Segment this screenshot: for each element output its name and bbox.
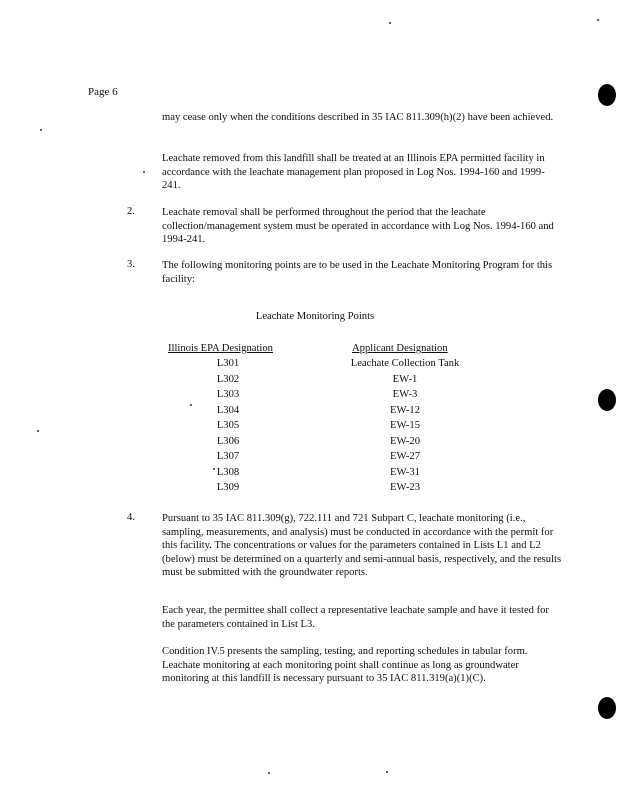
- table-row: [0, 374, 618, 389]
- applicant-designation: EW-12: [389, 404, 420, 416]
- paragraph-item-4: Pursuant to 35 IAC 811.309(g), 722.111 and 721 Subpart C, leachate monitoring (i.e., sampling, measurements, and analysis) must be conducted in accordance with the permit for this facility. The concentrations or values for the parameters contained in Lists L1 and L2 (below) must be determined on a quarterly and semi-annual basis, respectively, and the results must be submitted with the groundwater reports.: [162, 513, 562, 579]
- scan-speck: [37, 430, 39, 432]
- scan-speck: [40, 129, 42, 131]
- table-title: Leachate Monitoring Points: [255, 311, 375, 322]
- paragraph-continuation: may cease only when the conditions described in 35 IAC 811.309(h)(2) have been achieved.: [162, 112, 554, 123]
- paragraph-annual-sample: Each year, the permittee shall collect a representative leachate sample and have it tested for the parameters contained in List L3.: [162, 605, 549, 630]
- table-row: [0, 389, 618, 404]
- table-row: [0, 436, 618, 451]
- epa-designation: L306: [216, 435, 240, 447]
- table-row: [0, 420, 618, 435]
- applicant-designation: EW-20: [389, 435, 420, 447]
- scan-speck: [213, 468, 215, 470]
- table-row: [0, 405, 618, 420]
- paragraph-leachate-treatment: Leachate removed from this landfill shall be treated at an Illinois EPA permitted facility in accordance with the leachate management plan proposed in Log Nos. 1994-160 and 1999-241.: [162, 153, 545, 192]
- epa-designation: L307: [216, 451, 240, 462]
- paragraph-item-2: Leachate removal shall be performed throughout the period that the leachate collection/management system must be operated in accordance with Log Nos. 1994-160 and 1994-241.: [162, 207, 554, 246]
- table-row: [0, 467, 618, 482]
- epa-designation: L304: [216, 404, 240, 416]
- applicant-designation: Leachate Collection Tank: [350, 358, 460, 369]
- epa-designation: L303: [216, 389, 240, 400]
- epa-designation: L309: [216, 482, 240, 493]
- punch-hole-bottom: [598, 697, 616, 719]
- table-row: [0, 482, 618, 497]
- scan-speck: [386, 771, 388, 773]
- scan-speck: [597, 19, 599, 21]
- punch-hole-top: [598, 84, 616, 106]
- scan-speck: [190, 404, 192, 406]
- epa-designation: L302: [216, 373, 240, 385]
- column-header-epa: Illinois EPA Designation: [168, 343, 273, 354]
- item-number-4: 4.: [127, 512, 135, 523]
- item-number-2: 2.: [127, 206, 135, 217]
- scan-speck: [268, 772, 270, 774]
- epa-designation: L305: [216, 420, 240, 431]
- applicant-designation: EW-15: [389, 420, 420, 431]
- epa-designation: L301: [216, 358, 240, 369]
- epa-designation: L308: [216, 466, 240, 478]
- paragraph-item-3: The following monitoring points are to be used in the Leachate Monitoring Program for this facility:: [162, 260, 553, 285]
- punch-hole-middle: [598, 389, 616, 411]
- applicant-designation: EW-27: [389, 451, 420, 462]
- page-number: Page 6: [88, 86, 118, 98]
- applicant-designation: EW-23: [389, 482, 420, 493]
- item-number-3: 3.: [127, 259, 135, 270]
- scan-speck: [143, 171, 145, 173]
- applicant-designation: EW-1: [392, 373, 418, 385]
- paragraph-condition: Condition IV.5 presents the sampling, testing, and reporting schedules in tabular form. Leachate monitoring at each monitoring point shall continue as long as groundwater monitoring at this landfill is necessary pursuant to 35 IAC 811.319(a)(1)(C).: [162, 646, 528, 685]
- column-header-applicant: Applicant Designation: [352, 343, 448, 354]
- applicant-designation: EW-31: [389, 466, 420, 478]
- table-row: [0, 358, 618, 373]
- scan-speck: [389, 22, 391, 24]
- table-row: [0, 451, 618, 466]
- applicant-designation: EW-3: [392, 389, 418, 400]
